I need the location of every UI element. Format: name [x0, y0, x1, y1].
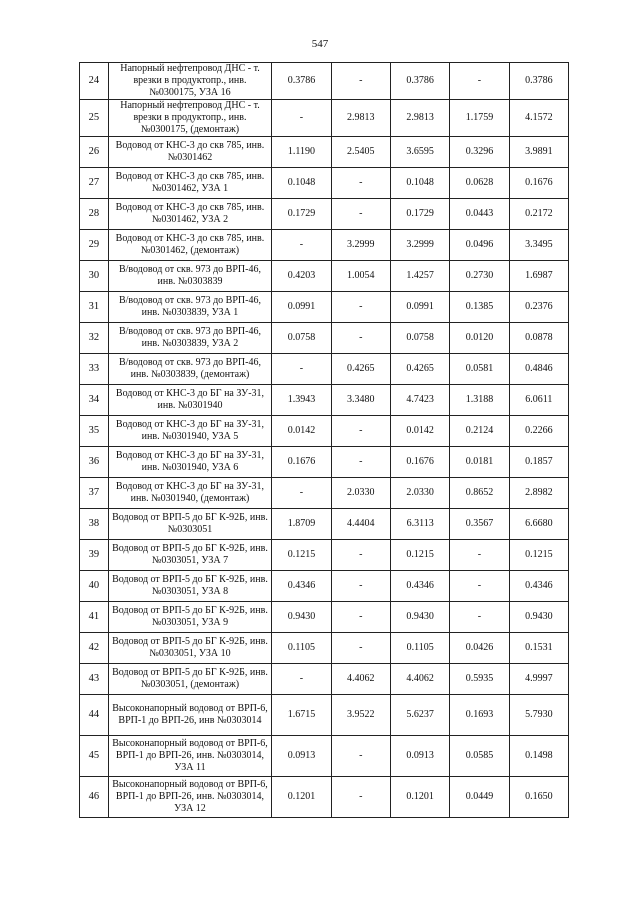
value-2-cell: -	[331, 199, 390, 230]
value-3-cell: 1.4257	[390, 261, 449, 292]
value-2-cell: -	[331, 416, 390, 447]
table-row	[80, 540, 569, 571]
value-5-cell: 0.2376	[509, 292, 568, 323]
object-name-cell: В/водовод от скв. 973 до ВРП-46, инв. №0303839, (демонтаж)	[108, 354, 272, 385]
value-3-cell: 2.9813	[390, 100, 449, 137]
value-4-cell: 0.0585	[450, 736, 509, 777]
value-3-cell: 0.1215	[390, 540, 449, 571]
value-2-cell: -	[331, 602, 390, 633]
object-name-cell: Водовод от КНС-3 до БГ на ЗУ-31, инв. №0301940, (демонтаж)	[108, 478, 272, 509]
table-row	[80, 447, 569, 478]
value-3-cell: 0.3786	[390, 63, 449, 100]
value-1-cell: 0.3786	[272, 63, 331, 100]
table-row	[80, 695, 569, 736]
row-number-cell: 37	[80, 478, 109, 509]
object-name-cell: В/водовод от скв. 973 до ВРП-46, инв. №0303839, УЗА 2	[108, 323, 272, 354]
object-name-cell: В/водовод от скв. 973 до ВРП-46, инв. №0303839	[108, 261, 272, 292]
object-name-cell: Водовод от ВРП-5 до БГ К-92Б, инв. №0303051, УЗА 7	[108, 540, 272, 571]
value-1-cell: -	[272, 478, 331, 509]
object-name-cell: Напорный нефтепровод ДНС - т. врезки в продуктопр., инв. №0300175, УЗА 16	[108, 63, 272, 100]
value-5-cell: 0.1215	[509, 540, 568, 571]
value-5-cell: 0.2266	[509, 416, 568, 447]
value-2-cell: 1.0054	[331, 261, 390, 292]
value-3-cell: 3.6595	[390, 137, 449, 168]
value-4-cell: 0.1693	[450, 695, 509, 736]
value-2-cell: -	[331, 633, 390, 664]
object-name-cell: Водовод от КНС-3 до скв 785, инв. №0301462, УЗА 1	[108, 168, 272, 199]
row-number-cell: 25	[80, 100, 109, 137]
value-3-cell: 0.0758	[390, 323, 449, 354]
value-1-cell: 0.0142	[272, 416, 331, 447]
value-3-cell: 4.7423	[390, 385, 449, 416]
object-name-cell: Водовод от КНС-3 до скв 785, инв. №0301462	[108, 137, 272, 168]
value-3-cell: 0.0913	[390, 736, 449, 777]
row-number-cell: 33	[80, 354, 109, 385]
row-number-cell: 28	[80, 199, 109, 230]
object-name-cell: Водовод от ВРП-5 до БГ К-92Б, инв. №0303051, УЗА 8	[108, 571, 272, 602]
value-3-cell: 2.0330	[390, 478, 449, 509]
table-row	[80, 777, 569, 818]
value-5-cell: 6.6680	[509, 509, 568, 540]
table-row	[80, 63, 569, 100]
table-row	[80, 100, 569, 137]
value-2-cell: 4.4062	[331, 664, 390, 695]
object-name-cell: Водовод от КНС-3 до скв 785, инв. №0301462, УЗА 2	[108, 199, 272, 230]
value-4-cell: 0.5935	[450, 664, 509, 695]
value-3-cell: 0.1105	[390, 633, 449, 664]
value-2-cell: 3.3480	[331, 385, 390, 416]
value-1-cell: -	[272, 230, 331, 261]
value-1-cell: 0.4346	[272, 571, 331, 602]
page-number: 547	[311, 38, 329, 50]
value-4-cell: 0.0426	[450, 633, 509, 664]
table-row	[80, 292, 569, 323]
value-5-cell: 0.1531	[509, 633, 568, 664]
value-4-cell: -	[450, 571, 509, 602]
row-number-cell: 32	[80, 323, 109, 354]
value-5-cell: 4.1572	[509, 100, 568, 137]
object-name-cell: Водовод от ВРП-5 до БГ К-92Б, инв. №0303051	[108, 509, 272, 540]
value-1-cell: 0.0913	[272, 736, 331, 777]
value-2-cell: -	[331, 168, 390, 199]
table-row	[80, 736, 569, 777]
value-3-cell: 5.6237	[390, 695, 449, 736]
object-name-cell: Водовод от КНС-3 до БГ на ЗУ-31, инв. №0301940, УЗА 6	[108, 447, 272, 478]
value-5-cell: 0.1676	[509, 168, 568, 199]
value-2-cell: 0.4265	[331, 354, 390, 385]
table-body	[80, 63, 569, 818]
value-1-cell: 0.1729	[272, 199, 331, 230]
value-2-cell: 4.4404	[331, 509, 390, 540]
value-5-cell: 3.3495	[509, 230, 568, 261]
value-4-cell: 1.1759	[450, 100, 509, 137]
value-1-cell: 1.6715	[272, 695, 331, 736]
row-number-cell: 29	[80, 230, 109, 261]
value-5-cell: 0.4846	[509, 354, 568, 385]
value-5-cell: 0.1498	[509, 736, 568, 777]
value-5-cell: 3.9891	[509, 137, 568, 168]
row-number-cell: 35	[80, 416, 109, 447]
value-1-cell: -	[272, 664, 331, 695]
value-3-cell: 4.4062	[390, 664, 449, 695]
value-1-cell: 0.4203	[272, 261, 331, 292]
value-1-cell: 0.1676	[272, 447, 331, 478]
row-number-cell: 41	[80, 602, 109, 633]
value-5-cell: 0.4346	[509, 571, 568, 602]
table-row	[80, 571, 569, 602]
table-row	[80, 354, 569, 385]
value-2-cell: 2.0330	[331, 478, 390, 509]
value-5-cell: 1.6987	[509, 261, 568, 292]
data-table	[79, 62, 569, 818]
table-row	[80, 261, 569, 292]
value-4-cell: 0.3296	[450, 137, 509, 168]
value-4-cell: 0.2124	[450, 416, 509, 447]
value-2-cell: -	[331, 447, 390, 478]
row-number-cell: 43	[80, 664, 109, 695]
value-4-cell: -	[450, 602, 509, 633]
row-number-cell: 26	[80, 137, 109, 168]
value-4-cell: 0.0628	[450, 168, 509, 199]
table-row	[80, 199, 569, 230]
object-name-cell: Напорный нефтепровод ДНС - т. врезки в продуктопр., инв. №0300175, (демонтаж)	[108, 100, 272, 137]
value-1-cell: 1.3943	[272, 385, 331, 416]
value-3-cell: 0.9430	[390, 602, 449, 633]
value-4-cell: 0.0181	[450, 447, 509, 478]
row-number-cell: 39	[80, 540, 109, 571]
row-number-cell: 34	[80, 385, 109, 416]
value-5-cell: 5.7930	[509, 695, 568, 736]
value-3-cell: 0.1676	[390, 447, 449, 478]
table-row	[80, 168, 569, 199]
value-2-cell: -	[331, 540, 390, 571]
value-4-cell: -	[450, 63, 509, 100]
value-2-cell: -	[331, 323, 390, 354]
value-4-cell: 0.0120	[450, 323, 509, 354]
value-1-cell: 0.1105	[272, 633, 331, 664]
row-number-cell: 31	[80, 292, 109, 323]
value-2-cell: 2.9813	[331, 100, 390, 137]
value-1-cell: 0.1201	[272, 777, 331, 818]
value-3-cell: 0.1201	[390, 777, 449, 818]
row-number-cell: 46	[80, 777, 109, 818]
row-number-cell: 44	[80, 695, 109, 736]
row-number-cell: 24	[80, 63, 109, 100]
table-row	[80, 633, 569, 664]
value-4-cell: 0.0496	[450, 230, 509, 261]
value-5-cell: 0.1650	[509, 777, 568, 818]
object-name-cell: Высоконапорный водовод от ВРП-6, ВРП-1 до ВРП-26, инв. №0303014, УЗА 11	[108, 736, 272, 777]
value-2-cell: 3.2999	[331, 230, 390, 261]
value-4-cell: 0.0581	[450, 354, 509, 385]
value-4-cell: -	[450, 540, 509, 571]
value-3-cell: 0.4265	[390, 354, 449, 385]
value-2-cell: 2.5405	[331, 137, 390, 168]
value-5-cell: 0.9430	[509, 602, 568, 633]
table-row	[80, 664, 569, 695]
value-2-cell: 3.9522	[331, 695, 390, 736]
value-3-cell: 6.3113	[390, 509, 449, 540]
row-number-cell: 27	[80, 168, 109, 199]
row-number-cell: 45	[80, 736, 109, 777]
value-1-cell: 0.1215	[272, 540, 331, 571]
object-name-cell: Водовод от ВРП-5 до БГ К-92Б, инв. №0303051, УЗА 10	[108, 633, 272, 664]
value-5-cell: 2.8982	[509, 478, 568, 509]
object-name-cell: Высоконапорный водовод от ВРП-6, ВРП-1 до ВРП-26, инв. №0303014, УЗА 12	[108, 777, 272, 818]
value-5-cell: 0.1857	[509, 447, 568, 478]
object-name-cell: В/водовод от скв. 973 до ВРП-46, инв. №0303839, УЗА 1	[108, 292, 272, 323]
value-3-cell: 0.0142	[390, 416, 449, 447]
object-name-cell: Водовод от КНС-3 до скв 785, инв. №0301462, (демонтаж)	[108, 230, 272, 261]
value-4-cell: 0.1385	[450, 292, 509, 323]
value-1-cell: 1.8709	[272, 509, 331, 540]
value-4-cell: 0.8652	[450, 478, 509, 509]
value-1-cell: -	[272, 354, 331, 385]
value-3-cell: 0.1729	[390, 199, 449, 230]
value-4-cell: 0.3567	[450, 509, 509, 540]
value-4-cell: 1.3188	[450, 385, 509, 416]
row-number-cell: 42	[80, 633, 109, 664]
value-5-cell: 0.2172	[509, 199, 568, 230]
row-number-cell: 36	[80, 447, 109, 478]
table-row	[80, 323, 569, 354]
table-row	[80, 385, 569, 416]
value-2-cell: -	[331, 63, 390, 100]
value-4-cell: 0.0443	[450, 199, 509, 230]
value-1-cell: 1.1190	[272, 137, 331, 168]
object-name-cell: Высоконапорный водовод от ВРП-6, ВРП-1 до ВРП-26, инв №0303014	[108, 695, 272, 736]
value-4-cell: 0.0449	[450, 777, 509, 818]
table-row	[80, 602, 569, 633]
table-row	[80, 509, 569, 540]
row-number-cell: 30	[80, 261, 109, 292]
object-name-cell: Водовод от ВРП-5 до БГ К-92Б, инв. №0303051, УЗА 9	[108, 602, 272, 633]
table-row	[80, 416, 569, 447]
value-3-cell: 0.0991	[390, 292, 449, 323]
object-name-cell: Водовод от ВРП-5 до БГ К-92Б, инв. №0303051, (демонтаж)	[108, 664, 272, 695]
value-1-cell: -	[272, 100, 331, 137]
row-number-cell: 38	[80, 509, 109, 540]
value-1-cell: 0.0991	[272, 292, 331, 323]
value-1-cell: 0.0758	[272, 323, 331, 354]
value-2-cell: -	[331, 736, 390, 777]
value-5-cell: 0.3786	[509, 63, 568, 100]
value-1-cell: 0.1048	[272, 168, 331, 199]
object-name-cell: Водовод от КНС-3 до БГ на ЗУ-31, инв. №0301940	[108, 385, 272, 416]
value-4-cell: 0.2730	[450, 261, 509, 292]
value-5-cell: 6.0611	[509, 385, 568, 416]
value-3-cell: 0.1048	[390, 168, 449, 199]
value-2-cell: -	[331, 777, 390, 818]
value-5-cell: 0.0878	[509, 323, 568, 354]
value-2-cell: -	[331, 292, 390, 323]
value-3-cell: 3.2999	[390, 230, 449, 261]
table-row	[80, 478, 569, 509]
value-3-cell: 0.4346	[390, 571, 449, 602]
value-1-cell: 0.9430	[272, 602, 331, 633]
table-row	[80, 137, 569, 168]
row-number-cell: 40	[80, 571, 109, 602]
object-name-cell: Водовод от КНС-3 до БГ на ЗУ-31, инв. №0301940, УЗА 5	[108, 416, 272, 447]
value-2-cell: -	[331, 571, 390, 602]
value-5-cell: 4.9997	[509, 664, 568, 695]
table-row	[80, 230, 569, 261]
